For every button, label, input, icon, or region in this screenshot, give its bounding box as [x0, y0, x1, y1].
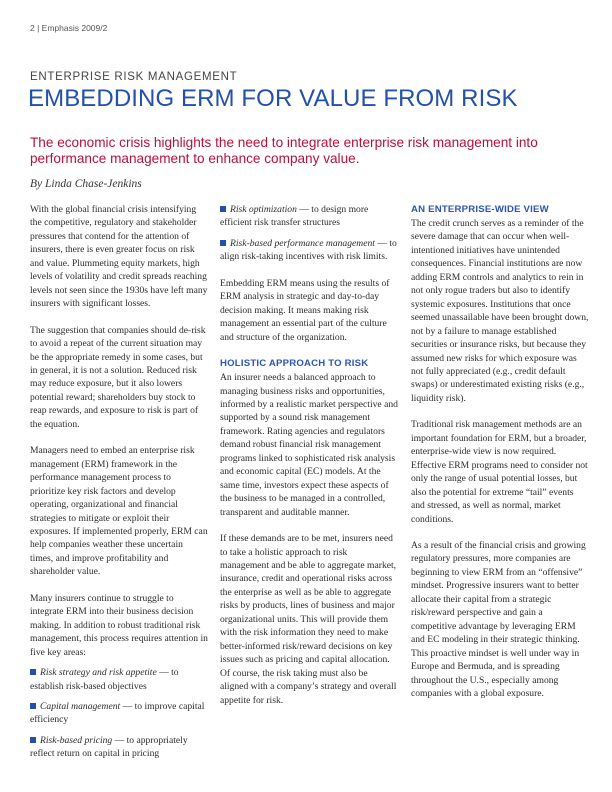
bullet-item: [30, 700, 208, 727]
bullet-text: — to establish risk-based objectives: [30, 667, 179, 692]
paragraph: Many insurers continue to struggle to integrate ERM into their business decision making. In addition to robust traditional risk management, this process requires attention in five key areas:: [30, 592, 208, 658]
section-kicker: ENTERPRISE RISK MANAGEMENT: [30, 71, 238, 83]
paragraph: The credit crunch serves as a reminder of the severe damage that can occur when well-intentioned initiatives have unintended consequences. Financial institutions are now adding ERM controls and analytics to rein in not only rogue traders but also to identify systemic exposures. Institutions that once seemed unassailable have been brought down, not by a failure to manage established securities or insurance risks, but because they assumed new risks for which exposure was not fully appreciated (e.g., credit default swaps) or underestimated existing risks (e.g., liquidity risk).: [411, 218, 589, 404]
page-folio: 2 | Emphasis 2009/2: [30, 23, 108, 33]
bullet-term: Risk-based pricing: [40, 734, 113, 746]
bullet-term: Risk optimization: [230, 204, 297, 215]
paragraph: An insurer needs a balanced approach to managing business risks and opportunities, informed by a realistic market perspective and supported by a sound risk management framework. Rating agencies and regulators demand robust financial risk management programs linked to sophisticated risk analysis and economic capital (EC) models. At the same time, investors expect these aspects of the business to be managed in a controlled, transparent and auditable manner.: [220, 372, 398, 518]
section-heading: HOLISTIC APPROACH TO RISK: [220, 358, 369, 370]
article-title: EMBEDDING ERM FOR VALUE FROM RISK: [28, 85, 518, 112]
bullet-text: — to design more efficient risk transfer structures: [220, 204, 369, 229]
byline: By Linda Chase-Jenkins: [30, 178, 142, 190]
paragraph: Managers need to embed an enterprise risk management (ERM) framework in the performance management process to prioritize key risk factors and develop operating, organizational and financial strategies to mitigate or exploit their exposures. If implemented properly, ERM can help companies weather these uncertain times, and improve profitability and shareholder value.: [30, 445, 208, 578]
column-3: [411, 203, 589, 713]
bullet-item: [220, 237, 398, 264]
bullet-term: Risk-based performance management: [230, 237, 375, 249]
column-2: [220, 203, 398, 720]
square-bullet-icon: [30, 737, 36, 743]
section-heading: AN ENTERPRISE-WIDE VIEW: [411, 204, 549, 215]
bullet-text: — to align risk-taking incentives with risk limits.: [220, 237, 397, 263]
bullet-text: — to appropriately reflect return on capital in pricing: [30, 734, 188, 760]
bullet-item: [30, 666, 208, 693]
column-1: [30, 203, 208, 768]
article-deck: The economic crisis highlights the need to integrate enterprise risk management into performance management to enhance company value.: [30, 135, 538, 166]
paragraph: Traditional risk management methods are an important foundation for ERM, but a broader, enterprise-wide view is now required. Effective ERM programs need to consider not only the range of usual potential losses, but also the potential for extreme “tail” events and stressed, as well as normal, market conditions.: [411, 419, 588, 525]
square-bullet-icon: [220, 206, 226, 212]
bullet-term: Capital management: [40, 700, 121, 712]
paragraph: With the global financial crisis intensifying the competitive, regulatory and stakeholder pressures that contend for the attention of insurers, there is even greater focus on risk and value. Plummeting equity markets, high levels of volatility and credit spreads reaching levels not seen since the 1930s have left many insurers with significant losses.: [30, 204, 208, 310]
bullet-item: [220, 203, 398, 230]
bullet-term: Risk strategy and risk appetite: [40, 667, 157, 679]
bullet-text: — to improve capital efficiency: [30, 700, 205, 726]
paragraph: The suggestion that companies should de-risk to avoid a repeat of the current situation may be the appropriate remedy in some cases, but in general, it is not a solution. Reduced risk may reduce exposure, but it also lowers potential reward; shareholders buy stock to reap rewards, and exposure to risk is part of the equation.: [30, 324, 206, 430]
square-bullet-icon: [220, 240, 226, 246]
bullet-item: [30, 734, 208, 761]
paragraph: If these demands are to be met, insurers need to take a holistic approach to risk management and be able to aggregate market, insurance, credit and operational risks across the enterprise as well as be able to aggregate risks by products, lines of business and major organizational units. This will provide them with the risk information they need to make better-informed risk/reward decisions on key issues such as pricing and capital allocation. Of course, the risk taking must also be aligned with a company’s strategy and overall appetite for risk.: [220, 533, 397, 706]
square-bullet-icon: [30, 703, 36, 709]
square-bullet-icon: [30, 669, 36, 675]
paragraph: As a result of the financial crisis and growing regulatory pressures, more companies are beginning to view ERM from an “offensive” mindset. Progressive insurers want to better allocate their capital from a strategic risk/reward perspective and gain a competitive advantage by leveraging ERM and EC modeling in their strategic thinking. This proactive mindset is well under way in Europe and Bermuda, and is spreading throughout the U.S., especially among companies with a global exposure.: [411, 539, 586, 699]
paragraph: Embedding ERM means using the results of ERM analysis in strategic and day-to-day decision making. It means making risk management an essential part of the culture and structure of the organization.: [220, 277, 390, 343]
